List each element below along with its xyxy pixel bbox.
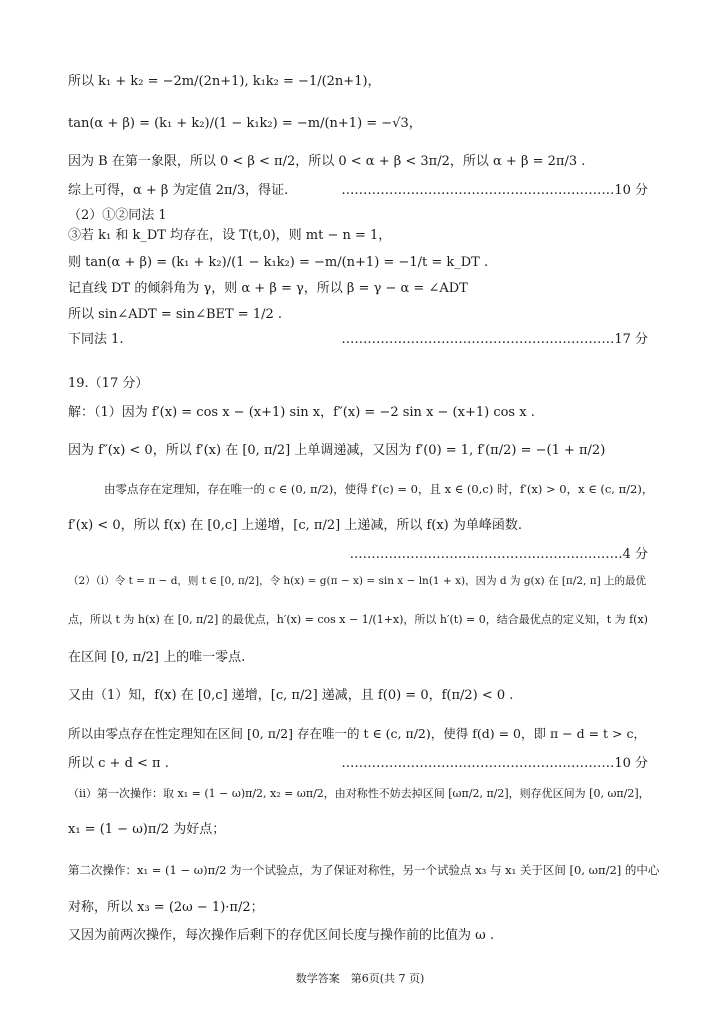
text-line: 综上可得，α + β 为定值 2π/3，得证. <box>68 183 289 198</box>
text-line: 记直线 DT 的倾斜角为 γ，则 α + β = γ，所以 β = γ − α = ∠ADT <box>68 281 468 296</box>
text-line: 在区间 [0, π/2] 上的唯一零点. <box>68 650 246 665</box>
text-line: 由零点存在定理知，存在唯一的 c ∈ (0, π/2)，使得 f′(c) = 0，且 x ∈ (0,c) 时，f′(x) > 0，x ∈ (c, π/2)， <box>104 482 654 496</box>
score-marker: ………………………………………………………17 分 <box>341 332 648 347</box>
text-line: 所以 sin∠ADT = sin∠BET = 1/2 . <box>68 307 283 322</box>
text-line: 因为 f″(x) < 0，所以 f′(x) 在 [0, π/2] 上单调递减，又因为 f′(0) = 1, f′(π/2) = −(1 + π/2) <box>68 443 606 458</box>
text-line: （ii）第一次操作：取 x₁ = (1 − ω)π/2, x₂ = ωπ/2，由对称性不妨去掉区间 [ωπ/2, π/2]，则存优区间为 [0, ωπ/2]， <box>68 787 650 800</box>
text-line: tan(α + β) = (k₁ + k₂)/(1 − k₁k₂) = −m/(n+1) = −√3， <box>68 116 422 131</box>
score-marker: ………………………………………………………4 分 <box>349 547 648 562</box>
text-line: （2）①②同法 1 <box>68 208 167 223</box>
text-line: 解：（1）因为 f′(x) = cos x − (x+1) sin x，f″(x) = −2 sin x − (x+1) cos x . <box>68 405 535 420</box>
score-marker: ………………………………………………………10 分 <box>341 183 648 198</box>
text-line: 所以 c + d < π . <box>68 756 169 771</box>
text-line: x₁ = (1 − ω)π/2 为好点； <box>68 822 226 837</box>
text-line: 第二次操作：x₁ = (1 − ω)π/2 为一个试验点，为了保证对称性，另一个试验点 x₃ 与 x₁ 关于区间 [0, ωπ/2] 的中心 <box>68 863 660 877</box>
text-line: 所以 k₁ + k₂ = −2m/(2n+1), k₁k₂ = −1/(2n+1)， <box>68 74 381 89</box>
text-line: 所以由零点存在性定理知在区间 [0, π/2] 存在唯一的 t ∈ (c, π/2)，使得 f(d) = 0，即 π − d = t > c， <box>68 726 646 741</box>
text-line: 又因为前两次操作，每次操作后剩下的存优区间长度与操作前的比值为 ω . <box>68 928 494 943</box>
text-line: 又由（1）知，f(x) 在 [0,c] 递增，[c, π/2] 递减，且 f(0) = 0，f(π/2) < 0 . <box>68 688 514 703</box>
text-line: 点，所以 t 为 h(x) 在 [0, π/2] 的最优点，h′(x) = cos x − 1/(1+x)，所以 h′(t) = 0，结合最优点的定义知，t 为 f(x) <box>68 613 648 626</box>
question-heading: 19.（17 分） <box>68 376 149 391</box>
text-line: 因为 B 在第一象限，所以 0 < β < π/2，所以 0 < α + β < 3π/2，所以 α + β = 2π/3 . <box>68 154 586 169</box>
text-line: ③若 k₁ 和 k_DT 均存在，设 T(t,0)，则 mt − n = 1， <box>68 228 392 243</box>
text-line: （2）（i）令 t = π − d，则 t ∈ [0, π/2]，令 h(x) = g(π − x) = sin x − ln(1 + x)，因为 d 为 g(x) 在 [π/2, π] 上的最优 <box>68 575 647 587</box>
score-marker: ………………………………………………………10 分 <box>341 756 648 771</box>
page-footer: 数学答案 第6页(共 7 页) <box>295 972 425 985</box>
text-line: 则 tan(α + β) = (k₁ + k₂)/(1 − k₁k₂) = −m/(n+1) = −1/t = k_DT . <box>68 255 489 270</box>
text-line: 下同法 1. <box>68 332 124 347</box>
text-line: f′(x) < 0，所以 f(x) 在 [0,c] 上递增，[c, π/2] 上递减，所以 f(x) 为单峰函数. <box>68 518 523 533</box>
text-line: 对称，所以 x₃ = (2ω − 1)·π/2； <box>68 900 264 915</box>
